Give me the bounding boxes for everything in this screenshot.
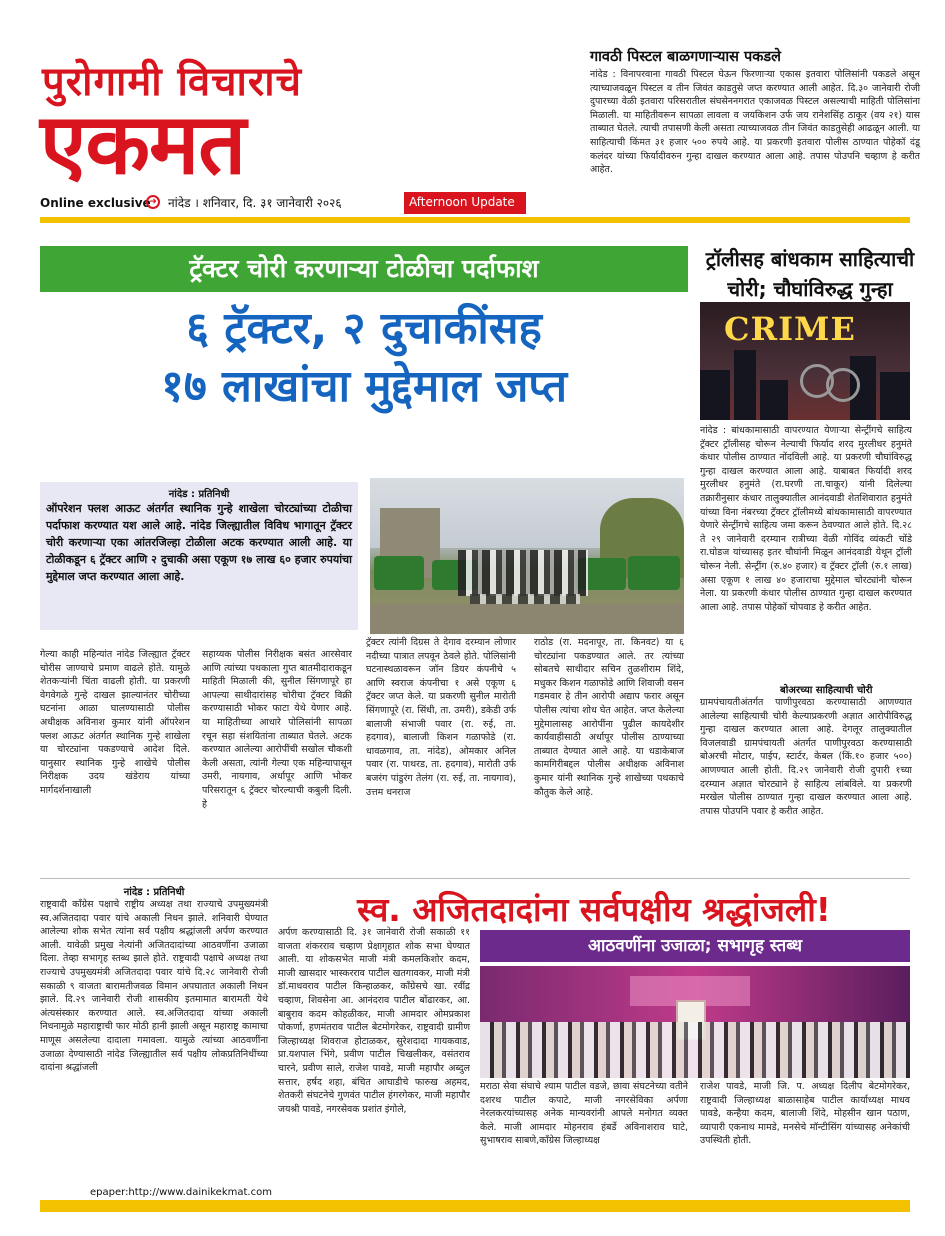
main-story-banner: ट्रॅक्टर चोरी करणाऱ्या टोळीचा पर्दाफाश: [40, 246, 688, 292]
tribute-col4: राजेश पावडे, माजी जि. प. अध्यक्ष दिलीप बेटमोगरेकर, राष्ट्रवादी जिल्हाध्यक्ष बाळासाहेब पाटील कार्याध्यक्ष माधव पावडे, कन्हैया कदम, बालाजी शिंदे, मोहसीन खान पठाण, व्यापारी एकनाथ मामडे, मनसेचे मॉन्टीसिंग यांच्यासह अनेकांची उपस्थिती होती.: [700, 1081, 910, 1147]
tribute-headline: स्व. अजितदादांना सर्वपक्षीय श्रद्धांजली!: [357, 890, 831, 929]
online-exclusive-label: Online exclusive: [40, 196, 151, 210]
main-headline-line1: ६ ट्रॅक्टर, २ दुचाकींसह: [186, 303, 542, 354]
tractor-group-photo: [370, 478, 684, 634]
tribute-byline: नांदेड : प्रतिनिधी: [123, 887, 185, 898]
footer-rule: [40, 1200, 910, 1212]
photo-ground: [370, 604, 684, 634]
side-story-subhead: बोअरच्या साहित्याची चोरी: [780, 685, 873, 696]
city-building: [734, 350, 756, 420]
crime-label: CRIME: [724, 310, 856, 348]
main-headline: [40, 300, 688, 416]
afternoon-update-badge: Afternoon Update: [404, 192, 526, 214]
tractor-shape: [374, 556, 424, 590]
city-building: [760, 380, 788, 420]
main-byline: नांदेड : प्रतिनिधी: [168, 489, 230, 500]
dateline: नांदेड । शनिवार, दि. ३१ जानेवारी २०२६: [168, 196, 342, 210]
tribute-col1: राष्ट्रवादी काँग्रेस पक्षाचे राष्ट्रीय अध्यक्ष तथा राज्याचे उपमुख्यमंत्री स्व.अजितदादा पवार यांचे अकाली निधन झाले. शनिवारी घेण्यात आलेल्या शोक सभेत त्यांना सर्व पक्षीय श्रद्धांजली अर्पण करण्यात आली. यावेळी प्रमुख नेत्यांनी अजितदादांच्या आठवणींना उजाळा दिला. तेव्हा सभागृह स्तब्ध झाले होते. राष्ट्रवादी पक्षाचे अध्यक्ष तथा राज्याचे उपमुख्यमंत्री अजितदादा पवार यांचे दि.२८ जानेवारी रोजी सकाळी ९ वाजता बारामतीजवळ विमान अपघातात अकाली निधन झाले. दि.२९ जानेवारी रोजी शासकीय इतमामात बारामती येथे अंत्यसंस्कार करण्यात आले. स्व.अजितदादा यांच्या अकाली निधनामुळे महाराष्ट्राची फार मोठी हानी झाली असून महाराष्ट्र कामाचा माणूस असलेल्या दादाला गमावला. यामुळे त्यांच्या आठवणींना उजाळा देण्यासाठी नांदेड जिल्ह्यातील सर्व पक्षीय लोकप्रतिनिधींच्या दादांना श्रद्धांजली: [40, 899, 268, 1074]
lead-text: ऑपरेशन फ्लश आऊट अंतर्गत स्थानिक गुन्हे शाखेला चोरट्यांच्या टोळीचा पर्दाफाश करण्यात यश आले आहे. नांदेड जिल्ह्यातील विविध भागातून ट्रॅक्टर चोरी करणाऱ्या एका आंतरजिल्हा टोळीला अटक करण्यात आली आहे. या टोळीकडून ६ ट्रॅक्टर आणि २ दुचाकी असा एकूण १७ लाख ६० हजार रुपयांचा मुद्देमाल जप्त करण्यात आला आहे.: [46, 502, 352, 583]
main-story-col2: सहाय्यक पोलीस निरीक्षक बसंत आरसेवार आणि त्यांच्या पथकाला गुप्त बातमीदाराकडून माहिती मिळाली की, सुनील सिंगणापूरे हा आपल्या साथीदारांसह चोरीचा ट्रॅक्टर विक्री करण्यासाठी भोकर फाटा येथे येणार आहे. या माहितीच्या आधारे पोलिसांनी सापळा रचून सहा संशयितांना ताब्यात घेतले. अटक करण्यात आलेल्या आरोपींची सखोल चौकशी केली असता, त्यांनी गेल्या एक महिन्यापासून उमरी, नायगाव, अर्धापूर आणि भोकर परिसरातून ६ ट्रॅक्टर चोरल्याची कबुली दिली. हे: [202, 649, 352, 810]
police-team-group: [458, 550, 588, 596]
main-story-col1: गेल्या काही महिन्यांत नांदेड जिल्ह्यात ट्रॅक्टर चोरीस जाण्याचे प्रमाण वाढले होते. यामुळे शेतकऱ्यांनी चिंता वाढली होती. या प्रकरणी वेगवेगळे गुन्हे दाखल झाल्यानंतर चोरीच्या घटनांना आळा घालण्यासाठी पोलीस अधीक्षक अविनाश कुमार यांनी ऑपरेशन फ्लश आऊट अंतर्गत स्थानिक गुन्हे शाखेला या चोरट्यांना पकडण्याचे आदेश दिले. यानुसार स्थानिक गुन्हे शाखेचे पोलीस निरीक्षक उदय खंडेराय यांच्या मार्गदर्शनाखाली: [40, 649, 190, 796]
main-story-col3: ट्रॅक्टर त्यांनी दिग्रस ते देगाव दरम्यान लोणार नदीच्या पात्रात लपवून ठेवले होते. पोलिसांनी घटनास्थळावरून जॉन डियर कंपनीचे ५ आणि स्वराज कंपनीचा १ असे एकूण ६ ट्रॅक्टर जप्त केले. या प्रकरणी सुनील मारोती सिंगणापूरे (रा. सिंधी, ता. उमरी), डकेडी उर्फ बालाजी संभाजी पवार (रा. रुई, ता. हदगाव), बालाजी किशन गळाफोडे (रा. धावळगाव, ता. नांदेड), ओमकार अनिल पवार (रा. पाथरड, ता. हदगाव), मारोती उर्फ बजरंग पांडुरंग तेलंग (रा. रुई, ता. नायगाव), उत्तम धनराज: [366, 637, 516, 798]
city-building: [700, 370, 730, 420]
crime-image: [700, 302, 910, 420]
masthead-title: एकमत: [40, 95, 246, 193]
brief-text: नांदेड : विनापरवाना गावठी पिस्टल घेऊन फिरणाऱ्या एकास इतवारा पोलिसांनी पकडले असून त्याच्याजवळून पिस्टल व तीन जिवंत काडतुसे जप्त करण्यात आली आहेत. दि.३० जानेवारी रोजी दुपारच्या वेळी इतवारा परिसरातील संघसेननगरात एकाजवळ पिस्टल असल्याची माहिती पोलिसांना मिळाली. या माहितीवरून सापळा लावला व जयकिशन उर्फ जय रानेशसिंह ठाकूर (वय २१) यास ताब्यात घेतले. त्याची तपासणी केली असता त्याच्याजवळ तीन जिवंत काडतुसेही आढळून आली. या साहित्याची किंमत ३१ हजार ५०० रुपये आहे. या प्रकरणी इतवारा पोलीस ठाण्यात पोहेकॉ दंडू कलंदर यांच्या फिर्यादीवरुन गुन्हा दाखल करण्यात आला आहे. तपास पोउपनि चव्हाण हे करीत आहेत.: [590, 69, 920, 176]
masthead-tagline: पुरोगामी विचाराचे: [42, 59, 303, 105]
tribute-col2: अर्पण करण्यासाठी दि. ३१ जानेवारी रोजी सकाळी ११ वाजता शंकरराव चव्हाण प्रेक्षागृहात शोक सभा घेण्यात आली. या शोकसभेत माजी मंत्री कमलकिशोर कदम, माजी खासदार भास्करराव पाटील खतगावकर, माजी मंत्री डॉ.माधवराव पाटील किन्हाळकर, काँग्रेसचे खा. रवींद्र चव्हाण, शिवसेना आ. आनंदराव पाटील बोंढारकर, आ. बाबुराव कदम कोहळीकर, माजी आमदार ओमप्रकाश पोकर्णा, हणमंतराव पाटील बेटमोगरेकर, राष्ट्रवादी ग्रामीण जिल्हाध्यक्ष शिवराज होटाळकर, सुरेशदादा गायकवाड, प्रा.यशपाल भिंगे, प्रवीण पाटील चिखलीकर, वसंतराव चारने, प्रवीण साले, राजेश पावडे, माजी महापौर अब्दुल सत्तार, हर्षद शहा, बंचित आघाडीचे फारुख अहमद, शेतकरी संघटनेचे गुणवंत पाटील हंगरगेकर, माजी महापौर जयश्री पावडे, नगरसेवक प्रशांत इंगोले,: [278, 927, 470, 1115]
lead-box: [40, 482, 358, 630]
attendees-group: [480, 1022, 910, 1078]
footer-url[interactable]: epaper:http://www.dainikekmat.com: [90, 1187, 272, 1198]
side-story-title: ट्रॉलीसह बांधकाम साहित्याची चोरी; चौघांविरुद्ध गुन्हा: [705, 247, 915, 301]
masthead-rule: [40, 217, 910, 223]
brief-headline: गावठी पिस्टल बाळगणाऱ्यास पकडले: [590, 49, 781, 65]
section-divider: [40, 878, 910, 879]
handcuff-icon: [826, 368, 860, 402]
tribute-banner: आठवणींना उजाळा; सभागृह स्तब्ध: [480, 930, 910, 962]
main-headline-line2: १७ लाखांचा मुद्देमाल जप्त: [160, 361, 568, 412]
arrow-circle-icon: ➜: [146, 195, 160, 209]
side-story-text: नांदेड : बांधकामासाठी वापरण्यात येणाऱ्या सेन्ट्रींगचे साहित्य ट्रॅक्टर ट्रॉलीसह चोरून नेल्याची फिर्याद शरद मुरलीधर हनुमंते कंधार पोलीस ठाण्यात नोंदविली आहे. या प्रकरणी चौघांविरुद्ध गुन्हा दाखल करण्यात आला आहे. याबाबत फिर्यादी शरद मुरलीधर हनुमंते (रा.घरणी ता.चाकूर) यांनी दिलेल्या तक्रारीनुसार कंधार तालुक्यातील आनंदवाडी शेतशिवारात हनुमंते यांच्या विना नंबरच्या ट्रॅक्टर ट्रॉलीमध्ये बांधकामासाठी वापरण्यात येणारे सेन्ट्रींगचे साहित्य जमा करून ठेवण्यात आले होते. दि.२८ ते २९ जानेवारी दरम्यान रात्रीच्या वेळी गोविंद व्यंकटी चोंडे रा.घोडज यांच्यासह इतर चौघांनी मिळून आनंदवाडी येथून ट्रॉली चोरून नेली. सेन्ट्रींग (रु.४० हजार) व ट्रॅक्टर ट्रॉली (रु.१ लाख) असा एकूण १ लाख ४० हजाराचा मुद्देमाल चोरट्यांनी चोरून नेला. या प्रकरणी कंधार पोलीस ठाण्यात गुन्हा दाखल करण्यात आला आहे. तपास पोहेकॉ चोपवाड हे करीत आहेत.: [700, 425, 912, 613]
city-building: [880, 372, 910, 420]
main-story-col4: राठोड (रा. मदनापूर, ता. किनवट) या ६ चोरट्यांना पकडण्यात आले. तर त्यांच्या सोबतचे साथीदार सचिन तुळशीराम शिंदे, मधुकर किशन गळाफोडे आणि शिवाजी वसन गडमवार हे तीन आरोपी अद्याप फरार असून पोलीस त्यांचा शोध घेत आहेत. जप्त केलेल्या मुद्देमालासह आरोपींना पुढील कायदेशीर कार्यवाहीसाठी अर्धापूर पोलीस ठाण्याच्या ताब्यात देण्यात आले आहे. या धडाकेबाज कामगिरीबद्दल पोलीस अधीक्षक अविनाश कुमार यांनी स्थानिक गुन्हे शाखेच्या पथकाचे कौतुक केले आहे.: [534, 637, 684, 798]
tractor-shape: [628, 556, 680, 590]
tribute-col3: मराठा सेवा संघाचे श्याम पाटील वडजे, छावा संघटनेच्या वतीने दशरथ पाटील कपाटे, माजी नगरसेविका अर्पणा नेरलकरयांच्यासह अनेक मान्यवरांनी आपले मनोगत व्यक्त केले. माजी आमदार मोहनराव हंबर्डे अविनाशराव घाटे, सुभाषराव साबणे,काँग्रेस जिल्हाध्यक्ष: [480, 1081, 688, 1147]
side-story-text2: ग्रामपंचायतीअंतर्गत पाणीपुरवठा करण्यासाठी आणण्यात आलेल्या साहित्याची चोरी केल्याप्रकरणी अज्ञात आरोपीविरुद्ध गुन्हा दाखल करण्यात आला आहे. देगलूर तालुक्यातील विजलवाडी ग्रामपंचायती अंतर्गत पाणीपुरवठा करण्यासाठी बोअरची मोटार, पाईप, स्टार्टर, केबल (किं.१० हजार ५००) आणण्यात आली होती. दि.२९ जानेवारी रोजी दुपारी १च्या दरम्यान अज्ञात चोरट्याने हे साहित्य लांबविले. या प्रकरणी मरखेल पोलीस ठाण्यात गुन्हा दाखल करण्यात आला आहे. तपास पोउपनि पवार हे करीत आहेत.: [700, 697, 912, 817]
tribute-photo: [480, 966, 910, 1078]
